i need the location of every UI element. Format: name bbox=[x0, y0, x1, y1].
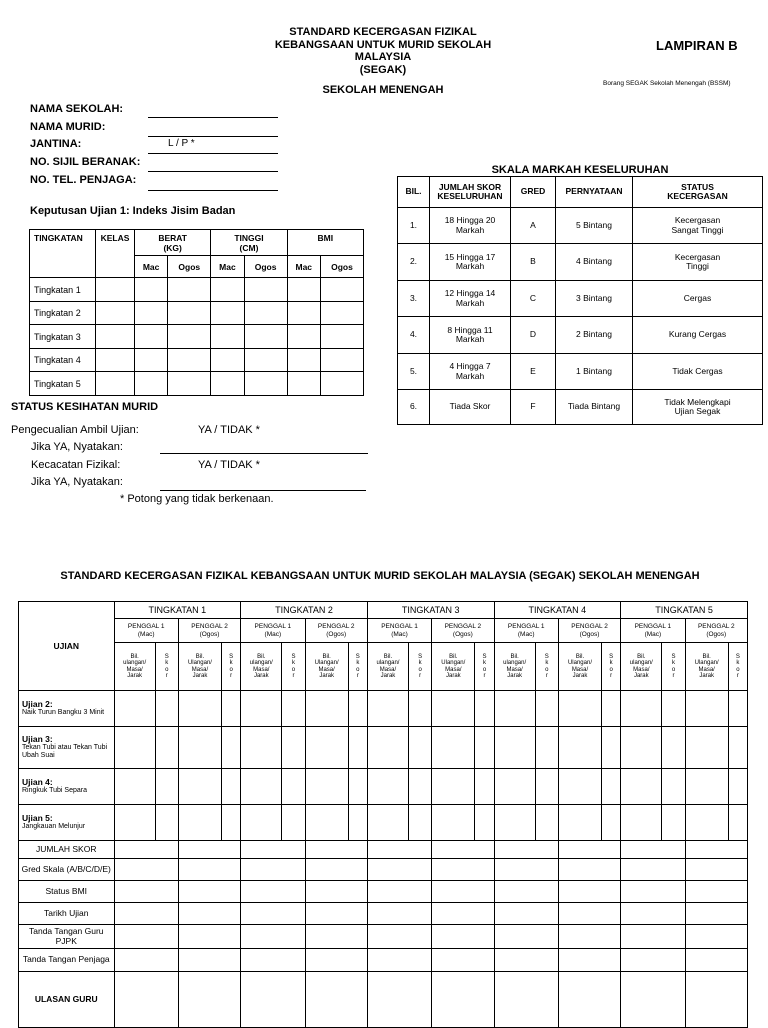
summary-cell[interactable] bbox=[558, 903, 620, 925]
summary-cell[interactable] bbox=[367, 903, 431, 925]
bmi-head-ogos: Ogos bbox=[168, 256, 211, 278]
score-cell[interactable] bbox=[178, 769, 221, 805]
summary-cell[interactable] bbox=[241, 903, 305, 925]
score-cell[interactable] bbox=[348, 727, 367, 769]
summary-cell[interactable] bbox=[432, 881, 494, 903]
score-cell[interactable] bbox=[728, 691, 747, 727]
summary-cell[interactable] bbox=[367, 925, 431, 949]
score-cell[interactable] bbox=[602, 691, 621, 727]
skala-row: 1. 18 Hingga 20 Markah A 5 Bintang Kecergasan Sangat Tinggi bbox=[398, 208, 763, 244]
skala-row: 4. 8 Hingga 11 Markah D 2 Bintang Kurang Cergas bbox=[398, 317, 763, 354]
tingkatan-header: TINGKATAN 3 bbox=[367, 602, 494, 619]
summary-cell[interactable] bbox=[367, 859, 431, 881]
skor-header: S k o r bbox=[662, 643, 685, 691]
penggal-header: PENGGAL 2 (Ogos) bbox=[178, 619, 240, 643]
form-code: Borang SEGAK Sekolah Menengah (BSSM) bbox=[603, 80, 731, 87]
score-cell[interactable] bbox=[432, 805, 475, 841]
penggal-header: PENGGAL 1 (Mac) bbox=[621, 619, 685, 643]
summary-cell[interactable] bbox=[241, 881, 305, 903]
score-cell[interactable] bbox=[155, 805, 178, 841]
score-cell[interactable] bbox=[685, 805, 728, 841]
skor-header: S k o r bbox=[409, 643, 432, 691]
summary-cell[interactable] bbox=[621, 881, 685, 903]
skor-header: S k o r bbox=[155, 643, 178, 691]
summary-cell[interactable] bbox=[494, 972, 558, 1028]
jantina-value[interactable]: L / P * bbox=[168, 138, 195, 149]
test-label: Ujian 5: Jangkauan Melunjur bbox=[19, 805, 115, 841]
summary-cell[interactable] bbox=[621, 859, 685, 881]
summary-label: Tarikh Ujian bbox=[19, 903, 115, 925]
sijil-field[interactable] bbox=[148, 171, 278, 172]
score-cell[interactable] bbox=[367, 805, 408, 841]
score-cell[interactable] bbox=[621, 805, 662, 841]
score-cell[interactable] bbox=[241, 769, 282, 805]
tel-field[interactable] bbox=[148, 190, 278, 191]
pengecualian-value[interactable]: YA / TIDAK * bbox=[198, 424, 260, 436]
ujian-header: UJIAN bbox=[19, 602, 115, 691]
title-line-2: KEBANGSAAN UNTUK MURID SEKOLAH bbox=[274, 38, 492, 51]
score-cell[interactable] bbox=[241, 805, 282, 841]
score-cell[interactable] bbox=[305, 769, 348, 805]
skala-head-status: STATUS KECERGASAN bbox=[633, 177, 763, 208]
bmi-head-mac: Mac bbox=[135, 256, 168, 278]
score-cell[interactable] bbox=[178, 805, 221, 841]
summary-cell[interactable] bbox=[621, 925, 685, 949]
summary-cell[interactable] bbox=[305, 881, 367, 903]
bil-ulangan-header: Bil. Ulangan/ Masa/ Jarak bbox=[558, 643, 601, 691]
score-cell[interactable] bbox=[155, 727, 178, 769]
score-cell[interactable] bbox=[114, 727, 155, 769]
bil-ulangan-header: Bil. ulangan/ Masa/ Jarak bbox=[367, 643, 408, 691]
score-cell[interactable] bbox=[475, 769, 494, 805]
title-line-3: MALAYSIA bbox=[354, 51, 412, 63]
score-cell[interactable] bbox=[558, 769, 601, 805]
tingkatan-header: TINGKATAN 5 bbox=[621, 602, 748, 619]
summary-cell[interactable] bbox=[432, 949, 494, 972]
score-cell[interactable] bbox=[432, 727, 475, 769]
summary-cell[interactable] bbox=[685, 972, 747, 1028]
skala-row: 3. 12 Hingga 14 Markah C 3 Bintang Cergas bbox=[398, 281, 763, 317]
bil-ulangan-header: Bil. Ulangan/ Masa/ Jarak bbox=[178, 643, 221, 691]
score-cell[interactable] bbox=[241, 691, 282, 727]
summary-cell[interactable] bbox=[621, 903, 685, 925]
score-cell[interactable] bbox=[282, 691, 305, 727]
score-cell[interactable] bbox=[662, 691, 685, 727]
skala-table bbox=[397, 176, 763, 425]
score-cell[interactable] bbox=[494, 769, 535, 805]
summary-label: Gred Skala (A/B/C/D/E) bbox=[19, 859, 115, 881]
summary-cell[interactable] bbox=[178, 925, 240, 949]
summary-cell[interactable] bbox=[621, 972, 685, 1028]
bil-ulangan-header: Bil. Ulangan/ Masa/ Jarak bbox=[305, 643, 348, 691]
summary-cell[interactable] bbox=[114, 881, 178, 903]
summary-cell[interactable] bbox=[241, 972, 305, 1028]
penggal-header: PENGGAL 2 (Ogos) bbox=[685, 619, 747, 643]
score-cell[interactable] bbox=[409, 805, 432, 841]
score-cell[interactable] bbox=[432, 691, 475, 727]
bil-ulangan-header: Bil. Ulangan/ Masa/ Jarak bbox=[685, 643, 728, 691]
jika-ya-field-1[interactable] bbox=[160, 453, 368, 454]
kecacatan-value[interactable]: YA / TIDAK * bbox=[198, 459, 260, 471]
score-cell[interactable] bbox=[282, 727, 305, 769]
score-cell[interactable] bbox=[475, 805, 494, 841]
penggal-header: PENGGAL 1 (Mac) bbox=[367, 619, 431, 643]
bmi-row-label: Tingkatan 3 bbox=[30, 325, 96, 349]
bil-ulangan-header: Bil. ulangan/ Masa/ Jarak bbox=[494, 643, 535, 691]
penggal-header: PENGGAL 1 (Mac) bbox=[494, 619, 558, 643]
summary-cell[interactable] bbox=[114, 972, 178, 1028]
sijil-label: NO. SIJIL BERANAK: bbox=[30, 156, 141, 168]
summary-cell[interactable] bbox=[494, 925, 558, 949]
summary-cell[interactable] bbox=[494, 859, 558, 881]
score-cell[interactable] bbox=[535, 769, 558, 805]
summary-label: Tanda Tangan Penjaga bbox=[19, 949, 115, 972]
score-cell[interactable] bbox=[114, 805, 155, 841]
score-cell[interactable] bbox=[685, 691, 728, 727]
jika-ya-field-2[interactable] bbox=[160, 490, 366, 491]
score-cell[interactable] bbox=[178, 727, 221, 769]
skor-header: S k o r bbox=[602, 643, 621, 691]
score-cell[interactable] bbox=[367, 727, 408, 769]
summary-cell[interactable] bbox=[114, 903, 178, 925]
summary-row bbox=[19, 859, 748, 881]
segak-results-table bbox=[18, 601, 748, 1028]
summary-cell[interactable] bbox=[114, 859, 178, 881]
score-cell[interactable] bbox=[178, 691, 221, 727]
score-cell[interactable] bbox=[602, 805, 621, 841]
bmi-row-label: Tingkatan 5 bbox=[30, 372, 96, 396]
summary-cell[interactable] bbox=[114, 949, 178, 972]
skala-row: 5. 4 Hingga 7 Markah E 1 Bintang Tidak Cergas bbox=[398, 354, 763, 390]
bil-ulangan-header: Bil. ulangan/ Masa/ Jarak bbox=[241, 643, 282, 691]
title-line-4: (SEGAK) bbox=[359, 63, 407, 76]
summary-cell[interactable] bbox=[305, 972, 367, 1028]
skala-title: SKALA MARKAH KESELURUHAN bbox=[491, 164, 669, 176]
jantina-label: JANTINA: bbox=[30, 138, 82, 150]
score-cell[interactable] bbox=[409, 691, 432, 727]
penggal-header: PENGGAL 2 (Ogos) bbox=[305, 619, 367, 643]
lampiran-label: LAMPIRAN B bbox=[656, 38, 738, 53]
summary-cell[interactable] bbox=[305, 949, 367, 972]
tingkatan-header: TINGKATAN 1 bbox=[114, 602, 241, 619]
score-cell[interactable] bbox=[305, 805, 348, 841]
potong-note: * Potong yang tidak berkenaan. bbox=[120, 493, 274, 505]
summary-cell[interactable] bbox=[305, 903, 367, 925]
score-cell[interactable] bbox=[155, 769, 178, 805]
score-cell[interactable] bbox=[662, 769, 685, 805]
test-row bbox=[19, 691, 748, 727]
jika-ya-label-1: Jika YA, Nyatakan: bbox=[31, 441, 123, 453]
test-label: Ujian 3: Tekan Tubi atau Tekan Tubi Ubah Suai bbox=[19, 727, 115, 769]
summary-cell[interactable] bbox=[494, 841, 558, 859]
skala-head-pernyataan: PERNYATAAN bbox=[556, 177, 633, 208]
summary-cell[interactable] bbox=[558, 925, 620, 949]
summary-cell[interactable] bbox=[178, 972, 240, 1028]
test-row bbox=[19, 769, 748, 805]
score-cell[interactable] bbox=[494, 691, 535, 727]
score-cell[interactable] bbox=[348, 691, 367, 727]
health-title: STATUS KESIHATAN MURID bbox=[11, 401, 159, 413]
skor-header: S k o r bbox=[348, 643, 367, 691]
summary-cell[interactable] bbox=[494, 881, 558, 903]
bmi-table bbox=[29, 229, 364, 396]
summary-cell[interactable] bbox=[685, 859, 747, 881]
score-cell[interactable] bbox=[662, 727, 685, 769]
score-cell[interactable] bbox=[662, 805, 685, 841]
summary-row bbox=[19, 881, 748, 903]
summary-cell[interactable] bbox=[241, 859, 305, 881]
skala-row: 2. 15 Hingga 17 Markah B 4 Bintang Kecergasan Tinggi bbox=[398, 244, 763, 281]
summary-cell[interactable] bbox=[558, 949, 620, 972]
bmi-row-label: Tingkatan 4 bbox=[30, 349, 96, 372]
summary-cell[interactable] bbox=[685, 903, 747, 925]
score-cell[interactable] bbox=[114, 691, 155, 727]
summary-cell[interactable] bbox=[241, 925, 305, 949]
score-cell[interactable] bbox=[348, 805, 367, 841]
summary-cell[interactable] bbox=[178, 949, 240, 972]
score-cell[interactable] bbox=[535, 805, 558, 841]
score-cell[interactable] bbox=[602, 769, 621, 805]
summary-cell[interactable] bbox=[432, 925, 494, 949]
bmi-row-label: Tingkatan 2 bbox=[30, 302, 96, 325]
summary-cell[interactable] bbox=[305, 841, 367, 859]
skor-header: S k o r bbox=[475, 643, 494, 691]
bmi-head-mac: Mac bbox=[211, 256, 244, 278]
score-cell[interactable] bbox=[602, 727, 621, 769]
main-table-title: STANDARD KECERGASAN FIZIKAL KEBANGSAAN UNTUK MURID SEKOLAH MALAYSIA (SEGAK) SEKOLAH MENENGAH bbox=[60, 570, 700, 582]
summary-cell[interactable] bbox=[114, 841, 178, 859]
summary-cell[interactable] bbox=[558, 972, 620, 1028]
score-cell[interactable] bbox=[621, 691, 662, 727]
bmi-head-kelas: KELAS bbox=[96, 230, 135, 278]
summary-cell[interactable] bbox=[432, 903, 494, 925]
skor-header: S k o r bbox=[728, 643, 747, 691]
score-cell[interactable] bbox=[305, 727, 348, 769]
score-cell[interactable] bbox=[222, 727, 241, 769]
summary-cell[interactable] bbox=[305, 925, 367, 949]
tingkatan-header: TINGKATAN 2 bbox=[241, 602, 368, 619]
score-cell[interactable] bbox=[241, 727, 282, 769]
skala-row: 6. Tiada Skor F Tiada Bintang Tidak Melengkapi Ujian Segak bbox=[398, 390, 763, 425]
summary-cell[interactable] bbox=[558, 841, 620, 859]
skor-header: S k o r bbox=[222, 643, 241, 691]
summary-cell[interactable] bbox=[685, 881, 747, 903]
bil-ulangan-header: Bil. ulangan/ Masa/ Jarak bbox=[114, 643, 155, 691]
score-cell[interactable] bbox=[432, 769, 475, 805]
summary-cell[interactable] bbox=[621, 841, 685, 859]
penggal-header: PENGGAL 2 (Ogos) bbox=[558, 619, 620, 643]
summary-cell[interactable] bbox=[621, 949, 685, 972]
summary-cell[interactable] bbox=[114, 925, 178, 949]
score-cell[interactable] bbox=[222, 805, 241, 841]
bmi-head-mac: Mac bbox=[287, 256, 320, 278]
summary-cell[interactable] bbox=[241, 949, 305, 972]
score-cell[interactable] bbox=[558, 805, 601, 841]
bmi-section-title: Keputusan Ujian 1: Indeks Jisim Badan bbox=[30, 205, 236, 217]
bmi-row-label: Tingkatan 1 bbox=[30, 278, 96, 302]
score-cell[interactable] bbox=[155, 691, 178, 727]
score-cell[interactable] bbox=[475, 691, 494, 727]
score-cell[interactable] bbox=[494, 805, 535, 841]
bmi-head-berat: BERAT (KG) bbox=[135, 230, 211, 256]
score-cell[interactable] bbox=[685, 727, 728, 769]
pengecualian-label: Pengecualian Ambil Ujian: bbox=[11, 424, 139, 436]
title-line-1: STANDARD KECERGASAN FIZIKAL bbox=[289, 26, 477, 38]
score-cell[interactable] bbox=[621, 727, 662, 769]
score-cell[interactable] bbox=[305, 691, 348, 727]
bil-ulangan-header: Bil. Ulangan/ Masa/ Jarak bbox=[432, 643, 475, 691]
skala-head-gred: GRED bbox=[511, 177, 556, 208]
summary-cell[interactable] bbox=[178, 903, 240, 925]
summary-row bbox=[19, 925, 748, 949]
score-cell[interactable] bbox=[728, 769, 747, 805]
score-cell[interactable] bbox=[282, 769, 305, 805]
nama-murid-field[interactable] bbox=[148, 136, 278, 137]
score-cell[interactable] bbox=[348, 769, 367, 805]
score-cell[interactable] bbox=[728, 727, 747, 769]
summary-cell[interactable] bbox=[367, 841, 431, 859]
skor-header: S k o r bbox=[282, 643, 305, 691]
score-cell[interactable] bbox=[367, 691, 408, 727]
jantina-field[interactable] bbox=[148, 153, 278, 154]
summary-label: JUMLAH SKOR bbox=[19, 841, 115, 859]
score-cell[interactable] bbox=[535, 691, 558, 727]
score-cell[interactable] bbox=[535, 727, 558, 769]
score-cell[interactable] bbox=[222, 691, 241, 727]
summary-cell[interactable] bbox=[178, 841, 240, 859]
skala-head-jumlah: JUMLAH SKOR KESELURUHAN bbox=[430, 177, 511, 208]
test-label: Ujian 2: Naik Turun Bangku 3 Minit bbox=[19, 691, 115, 727]
bil-ulangan-header: Bil. ulangan/ Masa/ Jarak bbox=[621, 643, 662, 691]
bmi-head-ogos: Ogos bbox=[244, 256, 287, 278]
score-cell[interactable] bbox=[558, 691, 601, 727]
penggal-header: PENGGAL 1 (Mac) bbox=[114, 619, 178, 643]
summary-cell[interactable] bbox=[558, 859, 620, 881]
summary-cell[interactable] bbox=[685, 841, 747, 859]
tel-label: NO. TEL. PENJAGA: bbox=[30, 174, 137, 186]
score-cell[interactable] bbox=[367, 769, 408, 805]
score-cell[interactable] bbox=[409, 769, 432, 805]
score-cell[interactable] bbox=[222, 769, 241, 805]
penggal-header: PENGGAL 1 (Mac) bbox=[241, 619, 305, 643]
summary-cell[interactable] bbox=[305, 859, 367, 881]
summary-label: ULASAN GURU bbox=[19, 972, 115, 1028]
test-row bbox=[19, 805, 748, 841]
summary-cell[interactable] bbox=[558, 881, 620, 903]
test-row bbox=[19, 727, 748, 769]
tingkatan-header: TINGKATAN 4 bbox=[494, 602, 621, 619]
summary-cell[interactable] bbox=[685, 925, 747, 949]
score-cell[interactable] bbox=[728, 805, 747, 841]
skala-head-bil: BIL. bbox=[398, 177, 430, 208]
score-cell[interactable] bbox=[409, 727, 432, 769]
bmi-head-ogos: Ogos bbox=[320, 256, 363, 278]
form-title bbox=[258, 26, 508, 76]
score-cell[interactable] bbox=[685, 769, 728, 805]
summary-cell[interactable] bbox=[432, 859, 494, 881]
form-subtitle: SEKOLAH MENENGAH bbox=[322, 84, 444, 96]
penggal-header: PENGGAL 2 (Ogos) bbox=[432, 619, 494, 643]
score-cell[interactable] bbox=[494, 727, 535, 769]
score-cell[interactable] bbox=[621, 769, 662, 805]
score-cell[interactable] bbox=[475, 727, 494, 769]
bmi-head-tingkatan: TINGKATAN bbox=[30, 230, 96, 278]
summary-cell[interactable] bbox=[367, 972, 431, 1028]
score-cell[interactable] bbox=[558, 727, 601, 769]
summary-cell[interactable] bbox=[494, 949, 558, 972]
summary-label: Status BMI bbox=[19, 881, 115, 903]
summary-cell[interactable] bbox=[432, 841, 494, 859]
score-cell[interactable] bbox=[114, 769, 155, 805]
skor-header: S k o r bbox=[535, 643, 558, 691]
summary-cell[interactable] bbox=[685, 949, 747, 972]
test-label: Ujian 4: Ringkuk Tubi Separa bbox=[19, 769, 115, 805]
nama-sekolah-label: NAMA SEKOLAH: bbox=[30, 103, 124, 115]
summary-label: Tanda Tangan Guru PJPK bbox=[19, 925, 115, 949]
summary-row bbox=[19, 903, 748, 925]
summary-cell[interactable] bbox=[367, 881, 431, 903]
kecacatan-label: Kecacatan Fizikal: bbox=[31, 459, 121, 471]
summary-cell[interactable] bbox=[432, 972, 494, 1028]
bmi-head-bmi: BMI bbox=[287, 230, 363, 256]
summary-row bbox=[19, 949, 748, 972]
summary-row bbox=[19, 841, 748, 859]
bmi-head-tinggi: TINGGI (CM) bbox=[211, 230, 287, 256]
nama-murid-label: NAMA MURID: bbox=[30, 121, 106, 133]
summary-cell[interactable] bbox=[494, 903, 558, 925]
nama-sekolah-field[interactable] bbox=[148, 117, 278, 118]
jika-ya-label-2: Jika YA, Nyatakan: bbox=[31, 476, 123, 488]
summary-cell[interactable] bbox=[178, 881, 240, 903]
summary-cell[interactable] bbox=[178, 859, 240, 881]
summary-cell[interactable] bbox=[367, 949, 431, 972]
summary-row bbox=[19, 972, 748, 1028]
score-cell[interactable] bbox=[282, 805, 305, 841]
summary-cell[interactable] bbox=[241, 841, 305, 859]
